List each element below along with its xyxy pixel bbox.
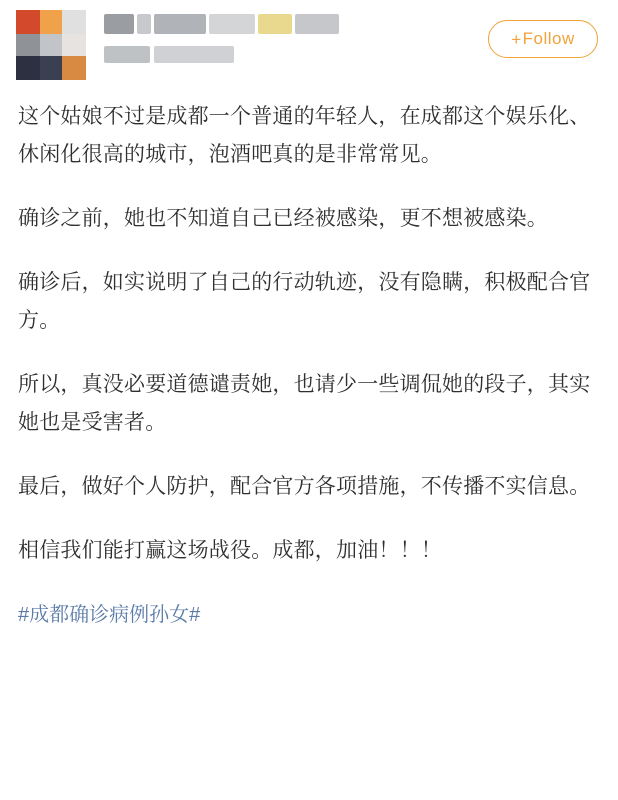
avatar-mosaic-block [40,10,62,34]
follow-button-label: Follow [522,29,575,48]
post-paragraph: 确诊之前，她也不知道自己已经被感染，更不想被感染。 [18,207,548,230]
avatar-mosaic-block [16,56,40,80]
post-paragraph: 最后，做好个人防护，配合官方各项措施，不传播不实信息。 [18,475,591,498]
redaction-block [154,46,234,63]
post-paragraph: 相信我们能打赢这场战役。成都，加油！！！ [18,539,442,562]
avatar-mosaic-block [62,10,86,34]
post-header [0,0,618,86]
avatar-mosaic-block [62,34,86,56]
avatar[interactable] [16,10,86,80]
post-paragraph: 这个姑娘不过是成都一个普通的年轻人，在成都这个娱乐化、休闲化很高的城市，泡酒吧真的是非常常见。 [18,105,591,166]
redaction-block [137,14,151,34]
avatar-mosaic-block [62,56,86,80]
avatar-mosaic-block [40,56,62,80]
hashtag-link[interactable]: #成都确诊病例孙女# [18,604,201,626]
redaction-block [104,14,134,34]
avatar-mosaic-block [40,34,62,56]
follow-button[interactable] [488,20,598,58]
redaction-block [104,46,150,63]
post-paragraph: 确诊后，如实说明了自己的行动轨迹，没有隐瞒，积极配合官方。 [18,271,591,332]
avatar-mosaic-block [16,34,40,56]
post-body [0,86,618,570]
plus-icon: + [511,29,522,49]
avatar-mosaic-block [16,10,40,34]
redaction-block [154,14,206,34]
redaction-block [295,14,339,34]
post-paragraph: 所以，真没必要道德谴责她，也请少一些调侃她的段子，其实她也是受害者。 [18,373,591,434]
redaction-block [209,14,255,34]
redaction-block [258,14,292,34]
